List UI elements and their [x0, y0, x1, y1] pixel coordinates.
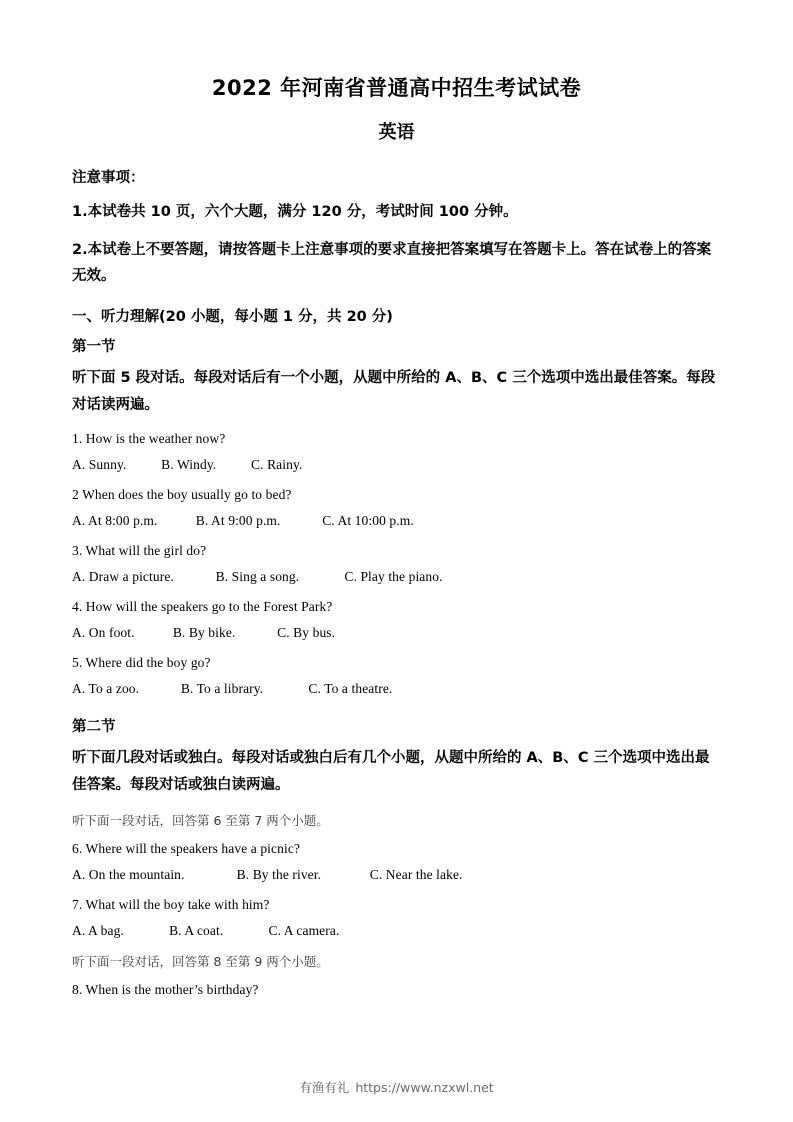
listening-note-2: 听下面一段对话，回答第 8 至第 9 两个小题。 [72, 954, 329, 970]
section-heading-listening: 一、听力理解(20 小题，每小题 1 分，共 20 分) [72, 309, 393, 326]
question-options: A. At 8:00 p.m. B. At 9:00 p.m. C. At 10:00 p.m. [72, 512, 414, 528]
question-options: A. On the mountain. B. By the river. C. Near the lake. [72, 867, 463, 883]
question-options: A. To a zoo. B. To a library. C. To a theatre. [72, 680, 393, 696]
part-two-label: 第二节 [72, 718, 116, 735]
footer-watermark-label: 有渔有礼 [299, 1080, 350, 1095]
question-stem: 6. Where will the speakers have a picnic? [72, 841, 301, 857]
page-footer [0, 1078, 793, 1096]
part-one-label: 第一节 [72, 339, 116, 356]
question-stem: 3. What will the girl do? [72, 542, 207, 558]
listening-note-1: 听下面一段对话，回答第 6 至第 7 两个小题。 [72, 813, 329, 829]
footer-url: https://www.nzxwl.net [355, 1080, 494, 1095]
notice-heading: 注意事项： [72, 170, 145, 186]
question-options: A. On foot. B. By bike. C. By bus. [72, 624, 336, 640]
question-stem: 4. How will the speakers go to the Forest Park? [72, 598, 333, 614]
page-title: 2022 年河南省普通高中招生考试试卷 [211, 76, 582, 100]
question-stem: 2 When does the boy usually go to bed? [72, 486, 292, 502]
page-subtitle: 英语 [378, 122, 415, 143]
question-stem: 1. How is the weather now? [72, 430, 226, 446]
part-two-instruction: 听下面几段对话或独白。每段对话或独白后有几个小题，从题中所给的 A、B、C 三个选项中选出最佳答案。每段对话或独白读两遍。 [72, 749, 710, 793]
part-one-instruction: 听下面 5 段对话。每段对话后有一个小题，从题中所给的 A、B、C 三个选项中选出最佳答案。每段对话读两遍。 [72, 370, 716, 413]
question-stem: 5. Where did the boy go? [72, 654, 211, 670]
notice-line-2: 2.本试卷上不要答题，请按答题卡上注意事项的要求直接把答案填写在答题卡上。答在试卷上的答案无效。 [72, 242, 712, 284]
question-options: A. A bag. B. A coat. C. A camera. [72, 923, 340, 939]
notice-line-1: 1.本试卷共 10 页，六个大题，满分 120 分，考试时间 100 分钟。 [72, 204, 518, 220]
question-stem: 7. What will the boy take with him? [72, 897, 270, 913]
question-options: A. Draw a picture. B. Sing a song. C. Play the piano. [72, 568, 443, 584]
question-stem: 8. When is the mother’s birthday? [72, 982, 259, 998]
question-options: A. Sunny. B. Windy. C. Rainy. [72, 456, 303, 472]
